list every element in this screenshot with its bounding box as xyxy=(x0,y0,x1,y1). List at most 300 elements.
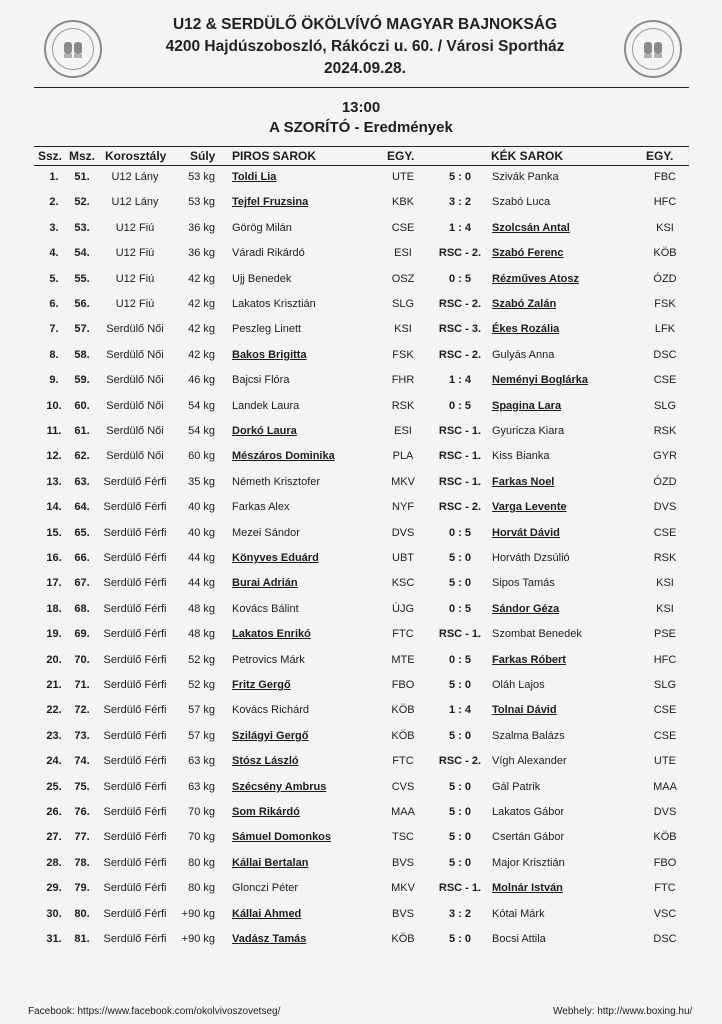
row-red-boxer: Bakos Brigitta xyxy=(232,348,307,361)
row-blue-club: GYR xyxy=(653,450,677,463)
row-blue-club: FSK xyxy=(654,298,676,310)
table-row xyxy=(34,904,689,926)
row-ssz: 11. xyxy=(46,425,62,437)
row-red-boxer: Szécsény Ambrus xyxy=(232,780,327,793)
row-red-boxer: Bajcsi Flóra xyxy=(232,374,290,387)
row-red-boxer: Sámuel Domonkos xyxy=(232,831,332,844)
session-heading xyxy=(0,98,722,138)
row-blue-boxer: Horváth Dzsúlió xyxy=(492,552,570,564)
row-blue-club: KSI xyxy=(656,577,674,590)
row-red-club: KÖB xyxy=(391,933,415,945)
column-weight: Súly xyxy=(190,149,216,163)
row-blue-club: KÖB xyxy=(653,247,677,260)
row-ssz: 14. xyxy=(46,501,62,514)
row-blue-boxer: Molnár István xyxy=(492,882,563,895)
row-ssz: 2. xyxy=(49,196,59,209)
row-weight: 57 kg xyxy=(188,729,215,742)
row-age-group: Serdülő Női xyxy=(106,425,164,437)
row-red-boxer: Landek Laura xyxy=(232,399,300,412)
boxing-glove-icon xyxy=(60,36,86,62)
row-age-group: Serdülő Férfi xyxy=(103,653,167,666)
row-age-group: Serdülő Férfi xyxy=(103,907,167,920)
row-weight: 42 kg xyxy=(188,348,215,361)
row-red-boxer: Mezei Sándor xyxy=(232,526,300,539)
row-red-boxer: Váradi Rikárdó xyxy=(232,247,305,260)
row-blue-boxer: Szabó Zalán xyxy=(492,298,557,310)
row-weight: +90 kg xyxy=(181,933,215,945)
row-result: 0 : 5 xyxy=(448,526,472,539)
row-red-boxer: Kállai Ahmed xyxy=(232,907,302,920)
row-msz: 81. xyxy=(74,933,90,945)
row-blue-boxer: Kótai Márk xyxy=(492,907,545,920)
row-result: 5 : 0 xyxy=(448,577,472,590)
row-ssz: 8. xyxy=(49,348,59,361)
table-row xyxy=(34,345,689,367)
row-red-club: ÚJG xyxy=(392,602,414,615)
table-row xyxy=(34,700,689,722)
table-row xyxy=(34,269,689,291)
row-red-club: UTE xyxy=(392,171,414,183)
row-age-group: Serdülő Női xyxy=(106,450,164,463)
row-age-group: Serdülő Férfi xyxy=(103,552,167,564)
row-blue-club: RSK xyxy=(653,425,677,437)
row-red-club: FBO xyxy=(391,679,415,691)
row-red-boxer: Görög Milán xyxy=(232,221,292,234)
row-ssz: 24. xyxy=(46,755,62,768)
row-blue-boxer: Lakatos Gábor xyxy=(492,806,565,818)
row-msz: 63. xyxy=(74,475,90,488)
row-result: RSC - 1. xyxy=(438,628,482,641)
row-weight: 44 kg xyxy=(188,552,215,564)
row-red-club: DVS xyxy=(391,526,415,539)
row-weight: 80 kg xyxy=(188,856,215,869)
row-ssz: 21. xyxy=(46,679,62,691)
row-result: 5 : 0 xyxy=(448,552,472,564)
row-blue-boxer: Szabó Luca xyxy=(492,196,551,209)
row-blue-boxer: Major Krisztián xyxy=(492,856,565,869)
row-blue-club: SLG xyxy=(653,679,677,691)
row-ssz: 3. xyxy=(49,221,59,234)
row-msz: 52. xyxy=(74,196,90,209)
row-blue-boxer: Csertán Gábor xyxy=(492,831,565,844)
column-msz: Msz. xyxy=(69,149,96,163)
row-age-group: Serdülő Női xyxy=(106,323,164,336)
row-ssz: 10. xyxy=(46,399,62,412)
row-red-club: TSC xyxy=(392,831,414,844)
row-red-club: CSE xyxy=(391,221,415,234)
row-ssz: 7. xyxy=(49,323,59,336)
row-result: RSC - 2. xyxy=(438,755,482,768)
table-row xyxy=(34,726,689,748)
row-red-club: CVS xyxy=(391,780,415,793)
column-age-group: Korosztály xyxy=(105,149,167,163)
row-red-boxer: Glonczi Péter xyxy=(232,882,299,895)
row-age-group: Serdülő Női xyxy=(106,374,164,387)
row-blue-club: KÖB xyxy=(653,831,677,844)
row-result: RSC - 2. xyxy=(438,247,482,260)
row-red-boxer: Szilágyi Gergő xyxy=(232,729,309,742)
row-age-group: Serdülő Férfi xyxy=(103,856,167,869)
row-age-group: U12 Lány xyxy=(111,171,159,183)
row-red-boxer: Ujj Benedek xyxy=(232,272,292,285)
row-blue-boxer: Gál Patrik xyxy=(492,780,541,793)
row-result: RSC - 2. xyxy=(438,348,482,361)
row-red-club: OSZ xyxy=(391,272,415,285)
row-result: 1 : 4 xyxy=(448,704,472,717)
row-ssz: 31. xyxy=(46,933,62,945)
row-msz: 51. xyxy=(74,171,90,183)
row-red-club: FSK xyxy=(392,348,414,361)
row-ssz: 6. xyxy=(49,298,59,310)
table-row xyxy=(34,751,689,773)
row-red-club: PLA xyxy=(392,450,414,463)
row-age-group: Serdülő Férfi xyxy=(103,780,167,793)
row-blue-club: ÓZD xyxy=(653,272,677,285)
row-red-club: KÖB xyxy=(391,704,415,717)
row-red-boxer: Farkas Alex xyxy=(232,501,290,514)
row-red-boxer: Som Rikárdó xyxy=(232,806,300,818)
row-ssz: 29. xyxy=(46,882,62,895)
row-result: RSC - 2. xyxy=(438,501,482,514)
table-row xyxy=(34,853,689,875)
row-result: 5 : 0 xyxy=(448,171,472,183)
table-row xyxy=(34,777,689,799)
row-red-boxer: Kovács Bálint xyxy=(232,602,299,615)
header-divider xyxy=(34,87,689,88)
row-age-group: U12 Fiú xyxy=(115,221,155,234)
row-red-boxer: Peszleg Linett xyxy=(232,323,302,336)
column-blue-club: EGY. xyxy=(646,149,674,163)
boxing-glove-icon xyxy=(640,36,666,62)
event-date: 2024.09.28. xyxy=(324,60,406,77)
row-blue-boxer: Kiss Bianka xyxy=(492,450,550,463)
row-age-group: U12 Lány xyxy=(111,196,159,209)
row-blue-club: PSE xyxy=(653,628,677,641)
row-weight: 35 kg xyxy=(188,475,215,488)
row-age-group: Serdülő Férfi xyxy=(103,882,167,895)
row-red-boxer: Kállai Bertalan xyxy=(232,856,309,869)
row-blue-boxer: Gulyás Anna xyxy=(492,348,555,361)
row-blue-boxer: Szalma Balázs xyxy=(492,729,565,742)
row-ssz: 16. xyxy=(46,552,62,564)
row-msz: 57. xyxy=(74,323,90,336)
federation-logo-right xyxy=(624,20,682,78)
table-row xyxy=(34,878,689,900)
table-row xyxy=(34,548,689,570)
row-red-boxer: Stósz László xyxy=(232,755,299,768)
row-result: 5 : 0 xyxy=(448,831,472,844)
row-blue-club: FBC xyxy=(654,171,676,183)
row-age-group: Serdülő Férfi xyxy=(103,831,167,844)
row-red-club: ESI xyxy=(394,247,412,260)
row-ssz: 30. xyxy=(46,907,62,920)
row-ssz: 4. xyxy=(49,247,59,260)
table-row xyxy=(34,599,689,621)
document-header xyxy=(110,14,620,80)
website-link[interactable]: Webhely: http://www.boxing.hu/ xyxy=(553,1006,693,1017)
row-result: 5 : 0 xyxy=(448,679,472,691)
table-row xyxy=(34,370,689,392)
table-row xyxy=(34,319,689,341)
row-weight: 40 kg xyxy=(188,526,215,539)
row-age-group: Serdülő Férfi xyxy=(103,475,167,488)
row-red-club: FHR xyxy=(391,374,415,387)
row-age-group: Serdülő Férfi xyxy=(103,602,167,615)
row-blue-club: RSK xyxy=(653,552,677,564)
row-ssz: 27. xyxy=(46,831,62,844)
row-age-group: Serdülő Női xyxy=(106,399,164,412)
row-blue-club: CSE xyxy=(653,526,677,539)
row-blue-club: KSI xyxy=(656,221,674,234)
table-row xyxy=(34,294,689,316)
row-msz: 54. xyxy=(74,247,90,260)
column-ssz: Ssz. xyxy=(38,149,63,163)
row-msz: 53. xyxy=(74,221,90,234)
row-result: 0 : 5 xyxy=(448,653,472,666)
row-blue-boxer: Szivák Panka xyxy=(492,171,559,183)
row-red-club: MTE xyxy=(391,653,415,666)
facebook-link[interactable]: Facebook: https://www.facebook.com/okolvivoszovetseg/ xyxy=(28,1006,281,1017)
row-blue-club: VSC xyxy=(653,907,677,920)
row-age-group: U12 Fiú xyxy=(115,272,155,285)
row-age-group: Serdülő Férfi xyxy=(103,933,167,945)
row-msz: 62. xyxy=(74,450,90,463)
row-result: 3 : 2 xyxy=(448,196,472,209)
row-red-boxer: Németh Krisztofer xyxy=(232,475,321,488)
row-age-group: Serdülő Férfi xyxy=(103,577,167,590)
row-red-boxer: Petrovics Márk xyxy=(232,653,305,666)
row-age-group: U12 Fiú xyxy=(115,298,155,310)
row-red-club: FTC xyxy=(392,755,414,768)
row-age-group: Serdülő Férfi xyxy=(103,806,167,818)
row-blue-boxer: Tolnai Dávid xyxy=(492,704,557,717)
venue-address: 4200 Hajdúszoboszló, Rákóczi u. 60. / Városi Sportház xyxy=(165,38,565,55)
row-result: RSC - 3. xyxy=(438,323,482,336)
row-result: RSC - 2. xyxy=(438,298,482,310)
row-red-club: ESI xyxy=(394,425,412,437)
table-row xyxy=(34,497,689,519)
row-weight: 42 kg xyxy=(188,298,215,310)
row-ssz: 18. xyxy=(46,602,62,615)
row-weight: 44 kg xyxy=(188,577,215,590)
table-row xyxy=(34,929,689,951)
row-ssz: 17. xyxy=(46,577,62,590)
row-weight: 53 kg xyxy=(188,171,215,183)
row-msz: 69. xyxy=(74,628,90,641)
row-ssz: 15. xyxy=(46,526,62,539)
row-ssz: 1. xyxy=(49,171,59,183)
row-weight: 53 kg xyxy=(188,196,215,209)
row-weight: 36 kg xyxy=(188,247,215,260)
row-weight: 40 kg xyxy=(188,501,215,514)
row-msz: 59. xyxy=(74,374,90,387)
row-weight: +90 kg xyxy=(181,907,215,920)
row-weight: 70 kg xyxy=(188,806,215,818)
row-blue-club: FTC xyxy=(654,882,676,895)
row-red-club: NYF xyxy=(392,501,414,514)
row-red-club: BVS xyxy=(391,856,415,869)
row-red-club: FTC xyxy=(392,628,414,641)
row-weight: 48 kg xyxy=(188,602,215,615)
row-msz: 73. xyxy=(74,729,90,742)
row-blue-boxer: Vígh Alexander xyxy=(492,755,567,768)
row-red-club: RSK xyxy=(391,399,415,412)
row-result: 1 : 4 xyxy=(448,374,472,387)
row-blue-club: HFC xyxy=(653,196,677,209)
row-result: 0 : 5 xyxy=(448,399,472,412)
row-blue-club: DSC xyxy=(653,933,677,945)
row-msz: 77. xyxy=(74,831,90,844)
row-age-group: Serdülő Férfi xyxy=(103,526,167,539)
row-red-club: MKV xyxy=(391,882,415,895)
table-row xyxy=(34,243,689,265)
row-weight: 48 kg xyxy=(188,628,215,641)
row-ssz: 5. xyxy=(49,272,59,285)
row-red-boxer: Könyves Eduárd xyxy=(232,552,319,564)
row-weight: 54 kg xyxy=(188,425,215,437)
row-blue-club: UTE xyxy=(654,755,676,768)
row-blue-boxer: Neményi Boglárka xyxy=(492,374,588,387)
row-ssz: 19. xyxy=(46,628,62,641)
row-blue-club: HFC xyxy=(653,653,677,666)
row-ssz: 23. xyxy=(46,729,62,742)
row-msz: 56. xyxy=(74,298,90,310)
row-result: 5 : 0 xyxy=(448,933,472,945)
row-blue-club: KSI xyxy=(656,602,674,615)
row-red-boxer: Lakatos Krisztián xyxy=(232,298,316,310)
row-result: 1 : 4 xyxy=(448,221,472,234)
row-blue-boxer: Horvát Dávid xyxy=(492,526,560,539)
row-msz: 68. xyxy=(74,602,90,615)
row-msz: 58. xyxy=(74,348,90,361)
table-row xyxy=(34,192,689,214)
row-blue-boxer: Sándor Géza xyxy=(492,602,560,615)
row-msz: 80. xyxy=(74,907,90,920)
row-weight: 54 kg xyxy=(188,399,215,412)
row-msz: 65. xyxy=(74,526,90,539)
row-red-club: KÖB xyxy=(391,729,415,742)
table-row xyxy=(34,218,689,240)
row-ssz: 13. xyxy=(46,475,62,488)
table-row xyxy=(34,650,689,672)
row-blue-boxer: Sipos Tamás xyxy=(492,577,555,590)
row-red-boxer: Kovács Richárd xyxy=(232,704,310,717)
row-red-boxer: Fritz Gergő xyxy=(232,679,291,691)
row-result: 5 : 0 xyxy=(448,729,472,742)
row-result: 5 : 0 xyxy=(448,780,472,793)
row-msz: 78. xyxy=(74,856,90,869)
row-red-club: KSI xyxy=(394,323,412,336)
table-row xyxy=(34,802,689,824)
row-ssz: 9. xyxy=(49,374,59,387)
row-blue-club: LFK xyxy=(654,323,676,336)
column-blue-corner: KÉK SAROK xyxy=(491,149,564,163)
row-age-group: Serdülő Férfi xyxy=(103,755,167,768)
row-blue-boxer: Ékes Rozália xyxy=(492,323,560,336)
row-age-group: U12 Fiú xyxy=(115,247,155,260)
table-row xyxy=(34,472,689,494)
row-blue-boxer: Szolcsán Antal xyxy=(492,221,570,234)
row-ssz: 25. xyxy=(46,780,62,793)
row-blue-club: CSE xyxy=(653,729,677,742)
row-age-group: Serdülő Férfi xyxy=(103,628,167,641)
row-result: RSC - 1. xyxy=(438,882,482,895)
row-red-boxer: Burai Adrián xyxy=(232,577,298,590)
row-blue-club: FBO xyxy=(653,856,677,869)
row-result: RSC - 1. xyxy=(438,425,482,437)
championship-title: U12 & SERDÜLŐ ÖKÖLVÍVÓ MAGYAR BAJNOKSÁG xyxy=(172,16,558,33)
row-msz: 74. xyxy=(74,755,90,768)
row-blue-boxer: Varga Levente xyxy=(492,501,567,514)
row-msz: 71. xyxy=(74,679,90,691)
row-result: 0 : 5 xyxy=(448,602,472,615)
row-blue-boxer: Szabó Ferenc xyxy=(492,247,564,260)
row-red-club: UBT xyxy=(392,552,414,564)
session-title: A SZORÍTÓ - Eredmények xyxy=(269,119,453,136)
row-msz: 70. xyxy=(74,653,90,666)
row-result: 5 : 0 xyxy=(448,856,472,869)
table-row xyxy=(34,675,689,697)
row-msz: 72. xyxy=(74,704,90,717)
row-age-group: Serdülő Női xyxy=(106,348,164,361)
row-blue-boxer: Spagina Lara xyxy=(492,399,562,412)
row-age-group: Serdülő Férfi xyxy=(103,704,167,717)
row-red-boxer: Vadász Tamás xyxy=(232,933,307,945)
row-red-club: BVS xyxy=(391,907,415,920)
row-age-group: Serdülő Férfi xyxy=(103,679,167,691)
row-msz: 66. xyxy=(74,552,90,564)
row-red-club: SLG xyxy=(391,298,415,310)
row-red-boxer: Dorkó Laura xyxy=(232,425,297,437)
row-blue-club: CSE xyxy=(653,374,677,387)
row-blue-club: DVS xyxy=(653,501,677,514)
row-ssz: 12. xyxy=(46,450,62,463)
row-blue-boxer: Farkas Noel xyxy=(492,475,555,488)
row-weight: 57 kg xyxy=(188,704,215,717)
row-blue-club: DVS xyxy=(653,806,677,818)
row-weight: 42 kg xyxy=(188,323,215,336)
row-age-group: Serdülő Férfi xyxy=(103,501,167,514)
table-row xyxy=(34,421,689,443)
column-red-corner: PIROS SAROK xyxy=(232,149,317,163)
row-ssz: 20. xyxy=(46,653,62,666)
row-blue-boxer: Oláh Lajos xyxy=(492,679,545,691)
row-blue-boxer: Szombat Benedek xyxy=(492,628,582,641)
row-weight: 60 kg xyxy=(188,450,215,463)
row-ssz: 22. xyxy=(46,704,62,717)
table-row xyxy=(34,396,689,418)
row-weight: 80 kg xyxy=(188,882,215,895)
results-table-header xyxy=(34,146,689,166)
row-blue-club: MAA xyxy=(653,780,677,793)
row-red-club: MAA xyxy=(391,806,415,818)
table-row xyxy=(34,827,689,849)
session-time: 13:00 xyxy=(341,99,381,116)
row-msz: 75. xyxy=(74,780,90,793)
row-msz: 61. xyxy=(74,425,90,437)
row-weight: 36 kg xyxy=(188,221,215,234)
row-red-club: MKV xyxy=(391,475,415,488)
row-blue-club: CSE xyxy=(653,704,677,717)
row-blue-boxer: Bocsi Attila xyxy=(492,933,546,945)
row-red-boxer: Toldi Lia xyxy=(232,171,277,183)
row-red-boxer: Mészáros Dominika xyxy=(232,450,335,463)
row-msz: 76. xyxy=(74,806,90,818)
row-ssz: 26. xyxy=(46,806,62,818)
row-blue-club: SLG xyxy=(653,399,677,412)
row-weight: 52 kg xyxy=(188,653,215,666)
row-result: 3 : 2 xyxy=(448,907,472,920)
